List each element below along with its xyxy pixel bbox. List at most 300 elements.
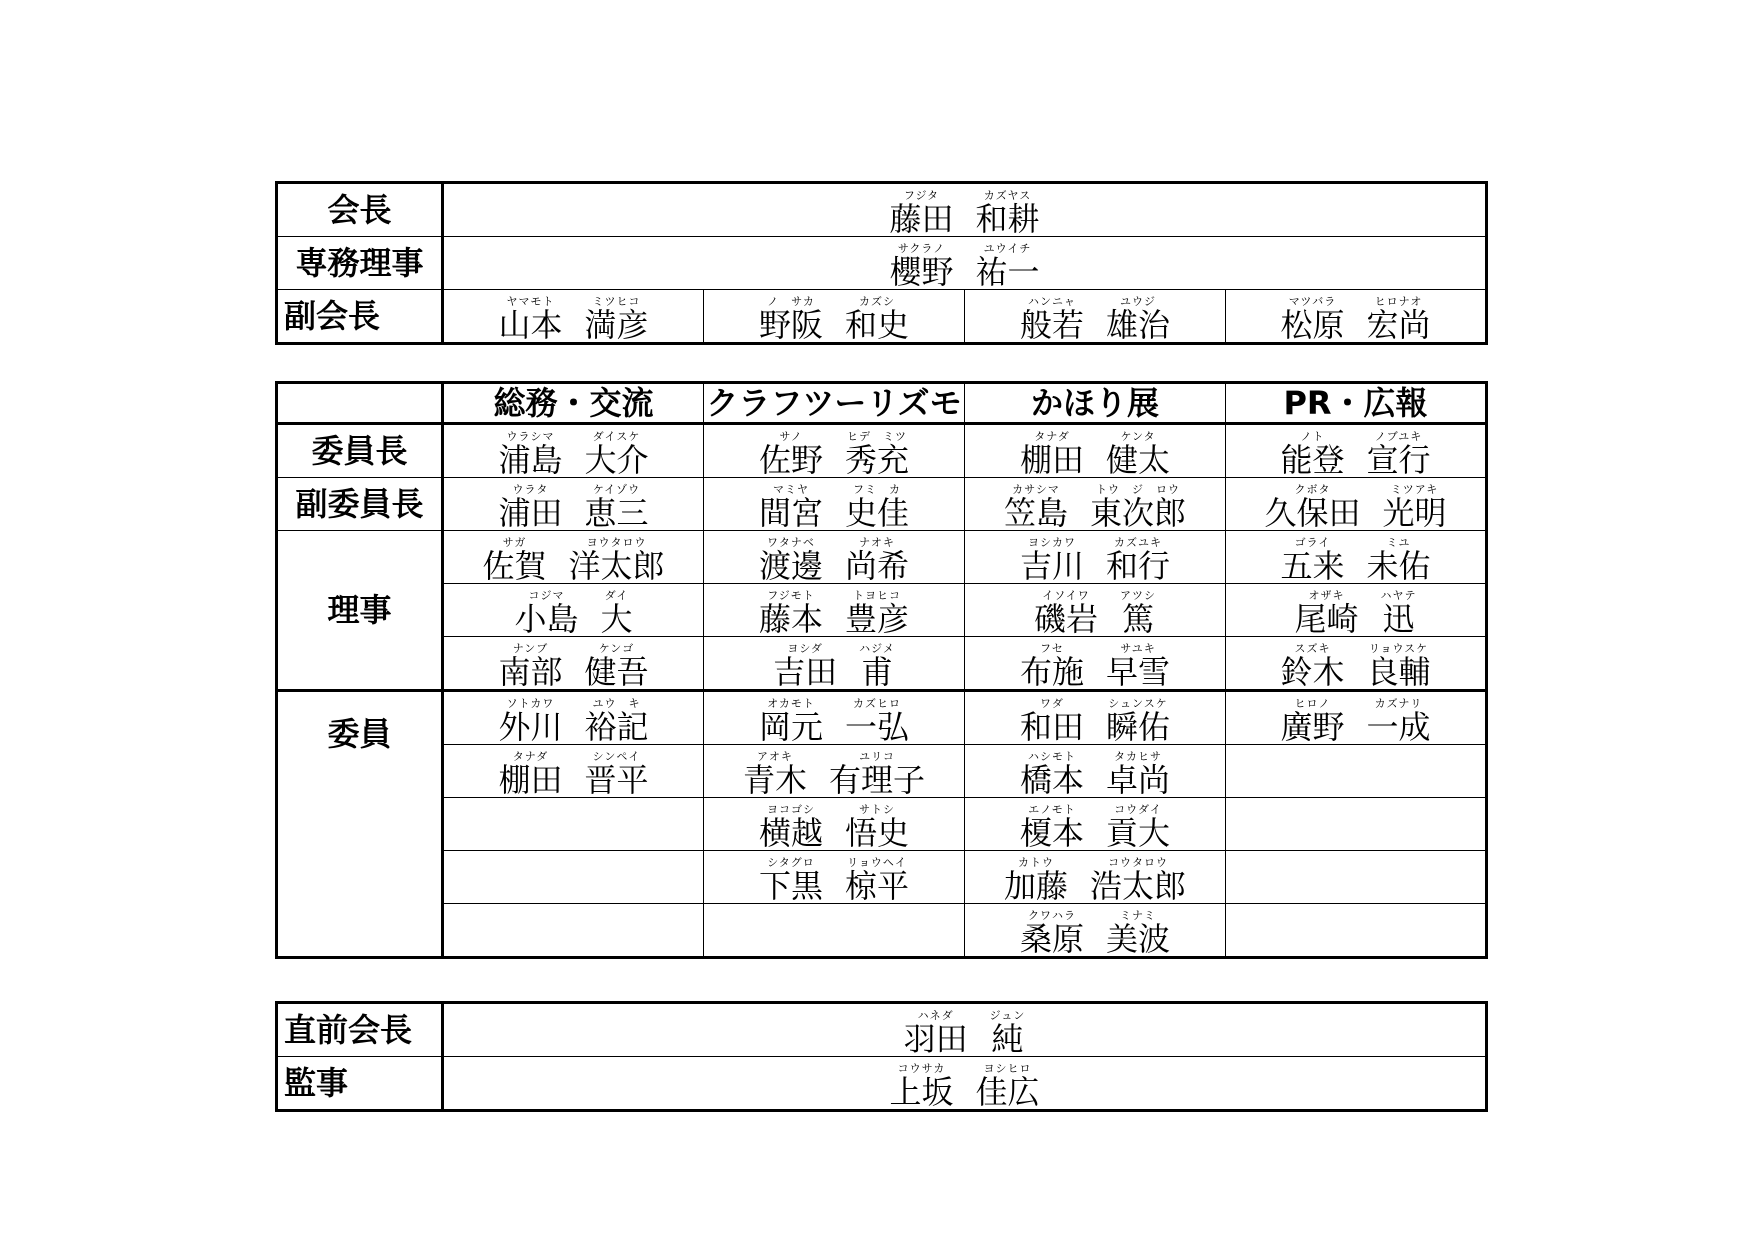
managing-director-row [277,237,1487,290]
given-name-kanji: 一弘 [845,708,910,746]
given-name-kanji: 晋平 [584,761,649,799]
family-name-kanji: 橋本 [1019,761,1084,799]
family-name-reading: クワハラ [1027,909,1076,922]
family-name [759,296,823,342]
vice-chair-row [277,478,1487,531]
family-name-reading: ヒロノ [1294,697,1331,710]
given-name [976,190,1040,236]
given-name-kanji: 大 [600,600,633,638]
given-name-reading: ダイスケ [592,430,641,443]
given-name [1106,804,1170,850]
person-name [1280,431,1430,477]
given-name-reading: コウタロウ [1108,856,1168,869]
committee-header: かほり展 [965,383,1226,424]
family-name-reading: コジマ [528,589,565,602]
family-name-reading: カトウ [1017,856,1054,869]
committee-member-name [965,798,1226,851]
chair-label: 委員長 [277,424,443,478]
family-name-kanji: 藤本 [758,600,823,638]
member-row [277,745,1487,798]
family-name-kanji: 南部 [498,653,563,691]
family-name-reading: ノ サカ [767,295,815,308]
family-name-reading: ソトカワ [506,697,555,710]
given-name [585,751,649,797]
vice-president-row [277,290,1487,344]
given-name [976,243,1040,289]
family-name-reading: アオキ [757,750,793,763]
family-name-kanji: 廣野 [1280,708,1345,746]
family-name-kanji: 棚田 [498,761,563,799]
family-name-kanji: 岡元 [758,708,823,746]
given-name [859,643,895,689]
person-name [759,431,909,477]
person-name [759,484,909,530]
family-name [482,537,546,583]
given-name-reading: ケンタ [1120,430,1156,443]
given-name-kanji: 豊彦 [845,600,910,638]
given-name [1106,910,1170,956]
family-name-reading: ワタナベ [767,536,815,549]
family-name-kanji: 藤田 [889,200,954,238]
given-name [1106,537,1170,583]
given-name-reading: カズユキ [1114,536,1162,549]
member-row [277,904,1487,958]
given-name-kanji: 佳広 [975,1073,1040,1111]
given-name-kanji: 裕記 [584,708,649,746]
committee-member-name [965,904,1226,958]
person-name [1280,296,1430,342]
given-name-reading: カズヒロ [853,697,901,710]
given-name-kanji: 貢大 [1106,814,1171,852]
family-name [1280,643,1344,689]
family-name [1020,431,1084,477]
family-name-reading: サクラノ [897,242,946,255]
given-name-reading: ヨウタロウ [586,536,647,549]
person-name [1280,698,1430,744]
family-name [498,296,562,342]
family-name-kanji: 野阪 [758,306,823,344]
committee-member-name [443,691,704,745]
person-name [514,590,632,636]
family-name-kanji: 加藤 [1003,867,1068,905]
committee-header-row [277,383,1487,424]
family-name-kanji: 浦田 [498,494,563,532]
family-name-reading: スズキ [1294,642,1331,655]
committee-member-name [443,584,704,637]
family-name-kanji: 吉川 [1019,547,1084,585]
vice-president-name [704,290,965,344]
family-name-reading: ヨシダ [787,642,823,655]
person-name [1020,910,1170,956]
person-name [482,537,664,583]
given-name-kanji: 東次郎 [1090,494,1187,532]
family-name-reading: ハンニャ [1027,295,1076,308]
family-name [1020,804,1084,850]
given-name-reading: シンペイ [592,750,641,763]
committee-member-name [1226,584,1487,637]
given-name-reading: ジュン [989,1009,1026,1022]
committee-header: PR・広報 [1226,383,1487,424]
committee-header: クラフツーリズモ [704,383,965,424]
committee-member-name [1226,424,1487,478]
given-name [829,751,925,797]
family-name [1294,590,1358,636]
given-name-kanji: 和史 [845,306,910,344]
committee-member-name [1226,745,1487,798]
given-name-reading: シュンスケ [1108,697,1168,710]
person-name [498,698,648,744]
family-name [759,857,823,903]
family-name-kanji: 笠島 [1003,494,1068,532]
given-name [1106,751,1170,797]
family-name-reading: マミヤ [772,483,809,496]
given-name-kanji: 洋太郎 [568,547,665,585]
given-name-reading: ヨシヒロ [983,1062,1032,1075]
person-name [1020,537,1170,583]
family-name-reading: タナダ [1034,430,1070,443]
given-name-kanji: 甫 [861,653,894,691]
given-name [585,431,649,477]
family-name-kanji: 能登 [1280,441,1345,479]
given-name-reading: ナオキ [859,536,895,549]
given-name-reading: リョウヘイ [847,856,907,869]
family-name-reading: ハシモト [1027,750,1076,763]
given-name [1367,296,1431,342]
committee-member-name [443,478,704,531]
given-name-reading: カズナリ [1374,697,1423,710]
vice-chair-label: 副委員長 [277,478,443,531]
person-name [773,643,895,689]
president-row [277,183,1487,237]
family-name-reading: フジモト [767,589,815,602]
family-name-reading: ハネダ [917,1009,954,1022]
family-name-reading: ヨシカワ [1027,536,1076,549]
family-name [1020,296,1084,342]
family-name [1020,643,1084,689]
given-name-reading: コウダイ [1114,803,1162,816]
person-name [743,751,925,797]
director-row [277,531,1487,584]
person-name [498,751,648,797]
family-name [889,190,953,236]
given-name [585,296,649,342]
person-name [498,296,648,342]
committee-member-name [965,584,1226,637]
family-name-reading: コウサカ [897,1062,946,1075]
given-name-kanji: 雄治 [1106,306,1171,344]
family-name [514,590,578,636]
family-name [498,751,562,797]
given-name [1106,643,1170,689]
given-name-reading: ダイ [604,589,629,602]
given-name-kanji: 満彦 [584,306,649,344]
person-name [1280,643,1430,689]
given-name-reading: ユウジ [1120,295,1156,308]
person-name [1020,751,1170,797]
director-row [277,584,1487,637]
committee-member-name [1226,904,1487,958]
family-name-kanji: 羽田 [903,1020,968,1058]
family-name [759,590,823,636]
given-name [1090,484,1186,530]
given-name [585,698,649,744]
given-name-kanji: 悟史 [845,814,910,852]
family-name-reading: ノト [1300,430,1325,443]
given-name-reading: ヒデ ミツ [847,430,907,443]
committee-member-name [704,531,965,584]
given-name [1367,431,1431,477]
given-name [1106,698,1170,744]
vice-president-name [443,290,704,344]
given-name [1106,431,1170,477]
committee-table [275,381,1488,959]
given-name-kanji: 浩太郎 [1090,867,1187,905]
director-row [277,637,1487,691]
family-name [1034,590,1098,636]
given-name [1090,857,1186,903]
person-name [1020,296,1170,342]
auditor-label: 監事 [277,1057,443,1111]
family-name-kanji: 横越 [758,814,823,852]
auditor-name [443,1057,1487,1111]
given-name-kanji: 瞬佑 [1106,708,1171,746]
given-name-kanji: 迅 [1382,600,1415,638]
given-name [845,537,909,583]
given-name [1383,484,1447,530]
past-president-label: 直前会長 [277,1003,443,1057]
given-name-reading: カズシ [859,295,895,308]
given-name-kanji: 健太 [1106,441,1171,479]
given-name-kanji: 和耕 [975,200,1040,238]
family-name-reading: ゴライ [1294,536,1331,549]
family-name-kanji: 渡邊 [758,547,823,585]
member-row [277,798,1487,851]
given-name [1367,643,1431,689]
family-name-kanji: 浦島 [498,441,563,479]
family-name-reading: シタグロ [767,856,815,869]
family-name-kanji: 青木 [742,761,807,799]
past-officers-table [275,1001,1488,1112]
family-name-reading: オカモト [767,697,815,710]
given-name [845,296,909,342]
family-name-reading: エノモト [1028,803,1076,816]
given-name [845,484,909,530]
given-name-reading: フミ カ [853,483,901,496]
committee-header: 総務・交流 [443,383,704,424]
person-name [1004,857,1186,903]
family-name-kanji: 桑原 [1019,920,1084,958]
given-name-reading: タカヒサ [1114,750,1162,763]
given-name-kanji: 和行 [1106,547,1171,585]
person-name [759,698,909,744]
committee-member-name [1226,531,1487,584]
family-name [1020,910,1084,956]
family-name [1020,537,1084,583]
family-name [889,243,953,289]
auditor-row [277,1057,1487,1111]
given-name-reading: トヨヒコ [853,589,901,602]
given-name-reading: ハヤテ [1380,589,1417,602]
family-name-kanji: 櫻野 [889,253,954,291]
family-name-reading: クボタ [1294,483,1331,496]
given-name-reading: トウ ジ ロウ [1096,483,1180,496]
given-name-kanji: 宏尚 [1366,306,1431,344]
family-name-reading: ヨコゴシ [766,803,815,816]
given-name [585,643,649,689]
given-name [845,431,909,477]
family-name [759,698,823,744]
person-name [759,537,909,583]
family-name [759,804,823,850]
given-name-reading: ヒロナオ [1374,295,1423,308]
person-name [889,1063,1039,1109]
given-name-reading: ユリコ [859,750,895,763]
committee-member-name [704,584,965,637]
committee-member-name [965,851,1226,904]
given-name [1381,590,1417,636]
family-name [743,751,807,797]
family-name-kanji: 布施 [1019,653,1084,691]
family-name-kanji: 久保田 [1264,494,1361,532]
member-row [277,851,1487,904]
family-name-reading: フジタ [903,189,940,202]
given-name-reading: ハジメ [859,642,895,655]
person-name [759,804,909,850]
family-name-kanji: 榎本 [1019,814,1084,852]
person-name [1280,537,1430,583]
president-label: 会長 [277,183,443,237]
given-name [1120,590,1156,636]
family-name-reading: オザキ [1308,589,1345,602]
committee-member-name [443,798,704,851]
person-name [889,243,1039,289]
committee-member-name [704,851,965,904]
family-name-reading: イソイワ [1042,589,1090,602]
committee-member-name [443,904,704,958]
given-name-reading: ケイゾウ [592,483,641,496]
family-name-kanji: 下黒 [758,867,823,905]
committee-member-name [965,745,1226,798]
given-name-kanji: 健吾 [584,653,649,691]
committee-member-name [965,691,1226,745]
given-name [845,590,909,636]
person-name [1264,484,1446,530]
given-name [845,857,909,903]
given-name [569,537,665,583]
given-name [1106,296,1170,342]
family-name [759,484,823,530]
family-name-reading: ヤマモト [506,295,555,308]
person-name [1020,698,1170,744]
family-name [498,484,562,530]
person-name [1294,590,1416,636]
given-name-reading: ユウ キ [592,697,641,710]
given-name-kanji: 篤 [1121,600,1154,638]
person-name [498,643,648,689]
given-name-reading: リョウスケ [1368,642,1429,655]
family-name-reading: フセ [1040,642,1064,655]
given-name-reading: サトシ [859,803,895,816]
leadership-table [275,181,1488,345]
given-name-kanji: 早雪 [1106,653,1171,691]
given-name-kanji: 卓尚 [1106,761,1171,799]
committee-member-name [443,531,704,584]
corner-cell [277,383,443,424]
president-name [443,183,1487,237]
given-name-reading: ミツヒコ [592,295,641,308]
given-name-kanji: 美波 [1106,920,1171,958]
committee-member-name [704,904,965,958]
family-name-kanji: 小島 [514,600,579,638]
given-name-kanji: 恵三 [584,494,649,532]
family-name-kanji: 和田 [1019,708,1084,746]
family-name [498,643,562,689]
person-name [759,590,909,636]
given-name [990,1010,1026,1056]
given-name-kanji: 未佑 [1366,547,1431,585]
family-name [904,1010,968,1056]
family-name-kanji: 磯岩 [1033,600,1098,638]
family-name-reading: マツバラ [1288,295,1337,308]
family-name [1264,484,1360,530]
person-name [904,1010,1026,1056]
given-name [845,804,909,850]
person-name [1034,590,1156,636]
committee-member-name [965,478,1226,531]
managing-director-label: 専務理事 [277,237,443,290]
person-name [498,431,648,477]
given-name [601,590,633,636]
family-name-reading: サガ [502,536,527,549]
family-name [1280,296,1344,342]
family-name-kanji: 外川 [498,708,563,746]
given-name-kanji: 有理子 [829,761,926,799]
family-name [1004,857,1068,903]
past-president-row [277,1003,1487,1057]
family-name-kanji: 佐賀 [482,547,547,585]
given-name-reading: ユウイチ [983,242,1032,255]
committee-member-name [443,637,704,691]
past-president-name [443,1003,1487,1057]
given-name [1367,698,1431,744]
committee-member-name [443,745,704,798]
given-name-kanji: 椋平 [845,867,910,905]
person-name [1004,484,1186,530]
committee-member-name [704,424,965,478]
member-row [277,691,1487,745]
family-name [498,698,562,744]
committee-member-name [965,637,1226,691]
family-name-reading: ウラシマ [506,430,555,443]
committee-member-name [965,424,1226,478]
given-name-reading: カズヤス [983,189,1032,202]
committee-member-name [704,798,965,851]
family-name [1280,431,1344,477]
person-name [889,190,1039,236]
committee-member-name [704,478,965,531]
family-name-kanji: 鈴木 [1280,653,1345,691]
family-name-reading: ウラタ [512,483,549,496]
given-name-kanji: 尚希 [845,547,910,585]
given-name [585,484,649,530]
person-name [498,484,648,530]
family-name-kanji: 般若 [1019,306,1084,344]
family-name [1280,537,1344,583]
committee-member-name [443,851,704,904]
given-name-kanji: 秀充 [845,441,910,479]
given-name-reading: ミナミ [1120,909,1156,922]
family-name [498,431,562,477]
